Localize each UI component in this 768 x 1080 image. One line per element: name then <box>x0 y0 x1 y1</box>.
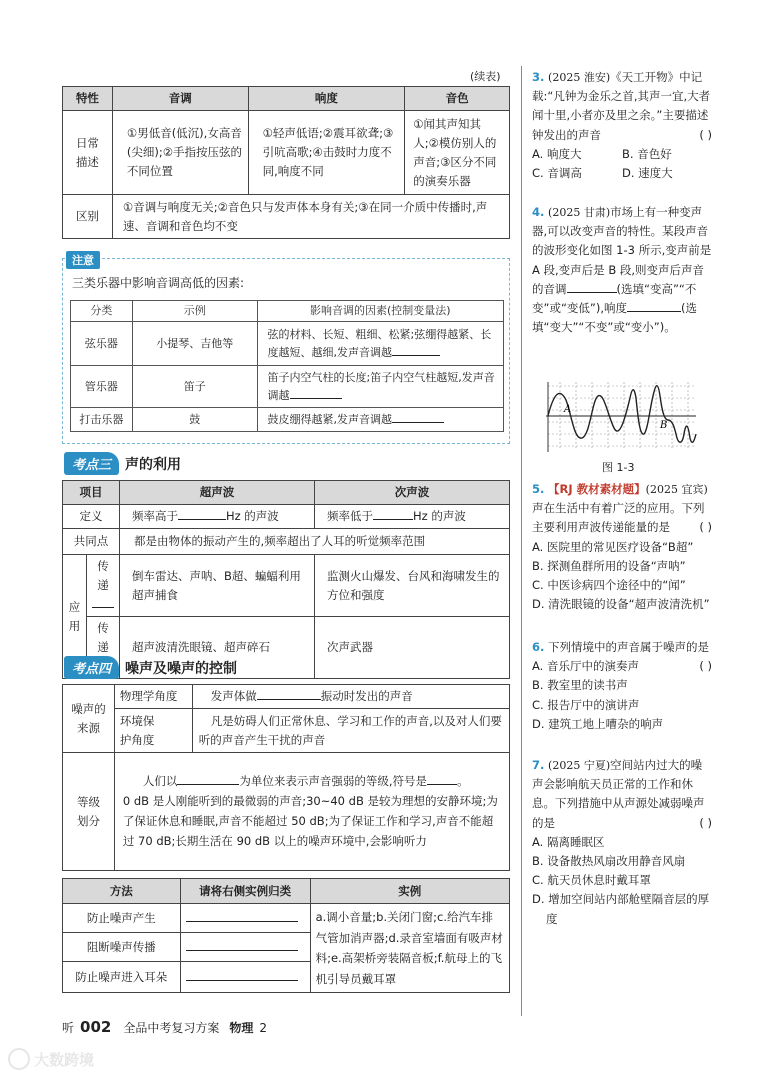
phys-label: 物理学角度 <box>114 685 192 709</box>
answer-blank[interactable] <box>290 387 342 399</box>
common-label: 共同点 <box>63 529 120 555</box>
answer-blank[interactable] <box>92 596 114 608</box>
watermark: 大数跨境 <box>8 1048 94 1070</box>
answer-blank[interactable] <box>186 969 298 981</box>
header-pitch: 音调 <box>112 87 248 111</box>
method-1: 防止噪声产生 <box>63 904 181 933</box>
def-label: 定义 <box>63 505 120 529</box>
env-label: 环境保 护角度 <box>114 709 192 753</box>
use-header-infra: 次声波 <box>315 481 510 505</box>
answer-blank[interactable] <box>186 939 298 951</box>
row-label-daily: 日常 描述 <box>63 111 113 195</box>
note-header-example: 示例 <box>132 301 257 322</box>
section3-title: 声的利用 <box>125 456 182 473</box>
sound-use-table <box>62 480 510 679</box>
def-infra: 频率低于 Hz 的声波 <box>315 505 510 529</box>
examples-text: a.调小音量;b.关闭门窗;c.给汽车排气管加消声器;d.录音室墙面有吸声材料;e.高架桥旁装隔音板;f.航母上的飞机引导员戴耳罩 <box>310 904 509 993</box>
sound-characteristics-table <box>62 86 510 239</box>
noise-table <box>62 684 510 871</box>
use-header-item: 项目 <box>63 481 120 505</box>
subject: 物理 <box>229 1021 254 1035</box>
question-5: 5. 【RJ 教材素材题】(2025 宜宾)声在生活中有着广泛的应用。下列主要利用声波传递能量的是 ( ) A. 医院里的常见医疗设备“B超” B. 探测鱼群所用的设备“声呐” C. 中医诊病四个途径中的“闻” D. 清洗眼镜的设备“超声波清洗机” <box>532 482 712 612</box>
pass-label-2: 传递 <box>86 617 119 679</box>
continued-label: (续表) <box>470 70 501 83</box>
note-example-wind: 笛子 <box>132 366 257 408</box>
level-text: 人们以 为单位来表示声音强弱的等级,符号是 。 0 dB 是人刚能听到的最微弱的声音;30~40 dB 是较为理想的安静环境;为了保证休息和睡眠,声音不能超过 50 dB;为了保证工作和学习,声音不能超过 70 dB;长期生活在 90 dB 以上的噪声环境中,会影响听力 <box>114 753 509 871</box>
note-header-factor: 影响音调的因素(控制变量法) <box>257 301 503 322</box>
common-text: 都是由物体的振动产生的,频率超出了人耳的听觉频率范围 <box>119 529 509 555</box>
answer-blank[interactable] <box>177 773 239 785</box>
classify-header: 请将右侧实例归类 <box>180 879 310 904</box>
use1-ultra: 倒车雷达、声呐、B超、蝙蝠利用超声捕食 <box>119 555 314 617</box>
phys-text: 发声体做 振动时发出的声音 <box>192 685 509 709</box>
use1-infra: 监测火山爆发、台风和海啸发生的方位和强度 <box>315 555 510 617</box>
answer-blank[interactable] <box>178 508 226 520</box>
watermark-logo-icon <box>8 1048 30 1070</box>
daily-pitch: ①男低音(低沉),女高音(尖细);②手指按压弦的不同位置 <box>112 111 248 195</box>
note-type-percussion: 打击乐器 <box>71 408 133 432</box>
method-3: 防止噪声进入耳朵 <box>63 961 181 992</box>
figure-label-a: A <box>564 404 572 415</box>
answer-blank[interactable] <box>627 300 681 312</box>
section4-tag: 考点四 <box>64 656 119 679</box>
footer-tag: 听 <box>62 1021 75 1035</box>
example-header: 实例 <box>310 879 509 904</box>
classify-2[interactable] <box>180 932 310 961</box>
difference-text: ①音调与响度无关;②音色只与发声体本身有关;③在同一介质中传播时,声速、音调和音色均不变 <box>112 195 509 239</box>
classify-1[interactable] <box>180 904 310 933</box>
note-example-percussion: 鼓 <box>132 408 257 432</box>
source-label: 噪声的 来源 <box>63 685 115 753</box>
answer-blank[interactable] <box>373 508 413 520</box>
row-label-difference: 区别 <box>63 195 113 239</box>
header-loudness: 响度 <box>248 87 405 111</box>
def-ultra: 频率高于 Hz 的声波 <box>119 505 314 529</box>
daily-loudness: ①轻声低语;②震耳欲聋;③引吭高歌;④击鼓时力度不同,响度不同 <box>248 111 405 195</box>
page-number: 002 <box>80 1018 112 1036</box>
answer-blank[interactable] <box>427 773 457 785</box>
note-type-wind: 管乐器 <box>71 366 133 408</box>
section3-tag: 考点三 <box>64 452 119 475</box>
instrument-pitch-table <box>70 300 504 432</box>
pass-label-1: 传递 <box>86 555 119 617</box>
question-3: 3. (2025 淮安)《天工开物》中记载:“凡钟为金乐之首,其声一宜,大者闻十里,小者亦及里之余。”主要描述钟发出的声音 ( ) A. 响度大 B. 音色好 C. 音调高 D. 速度大 <box>532 70 712 181</box>
method-2: 阻断噪声传播 <box>63 932 181 961</box>
header-feature: 特性 <box>63 87 113 111</box>
answer-blank[interactable] <box>567 281 617 293</box>
answer-blank[interactable] <box>186 910 298 922</box>
question-4: 4. (2025 甘肃)市场上有一种变声器,可以改变声音的特性。某段声音的波形变化如图 1-3 所示,变声前是 A 段,变声后是 B 段,则变声后声音的音调 (选填“变高”“不变”或“变低”),响度 (选填“变大”“不变”或“变小”)。 <box>532 205 712 335</box>
answer-blank[interactable] <box>257 688 321 700</box>
level-label: 等级 划分 <box>63 753 115 871</box>
note-type-string: 弦乐器 <box>71 322 133 366</box>
header-timbre: 音色 <box>405 87 510 111</box>
note-tag: 注意 <box>66 251 100 269</box>
use-header-ultra: 超声波 <box>119 481 314 505</box>
method-header: 方法 <box>63 879 181 904</box>
classify-3[interactable] <box>180 961 310 992</box>
question-6: 6. 下列情境中的声音属于噪声的是 ( ) A. 音乐厅中的演奏声 B. 教室里的读书声 C. 报告厅中的演讲声 D. 建筑工地上嘈杂的响声 <box>532 640 712 731</box>
note-intro: 三类乐器中影响音调高低的因素: <box>72 276 245 290</box>
answer-blank[interactable] <box>392 344 440 356</box>
note-example-string: 小提琴、吉他等 <box>132 322 257 366</box>
daily-timbre: ①闻其声知其人;②模仿别人的声音;③区分不同的演奏乐器 <box>405 111 510 195</box>
waveform-figure <box>540 378 698 454</box>
note-header-type: 分类 <box>71 301 133 322</box>
book-title: 全品中考复习方案 <box>123 1021 220 1035</box>
section3-heading <box>64 452 181 475</box>
note-factor-wind: 笛子内空气柱的长度;笛子内空气柱越短,发声音调越 <box>257 366 503 408</box>
column-divider <box>521 66 522 1016</box>
section4-title: 噪声及噪声的控制 <box>125 660 238 677</box>
note-factor-string: 弦的材料、长短、粗细、松紧;弦绷得越紧、长度越短、越细,发声音调越 <box>257 322 503 366</box>
volume-number: 2 <box>259 1021 267 1035</box>
env-text: 凡是妨碍人们正常休息、学习和工作的声音,以及对人们要听的声音产生干扰的声音 <box>192 709 509 753</box>
use2-ultra: 超声波清洗眼镜、超声碎石 <box>119 617 314 679</box>
question-7: 7. (2025 宁夏)空间站内过大的噪声会影响航天员正常的工作和休息。下列措施中从声源处减弱噪声的是 ( ) A. 隔离睡眠区 B. 设备散热风扇改用静音风扇 C. 航天员休息时戴耳罩 D. 增加空间站内部舱壁隔音层的厚度 <box>532 758 712 926</box>
use2-infra: 次声武器 <box>315 617 510 679</box>
note-factor-percussion: 鼓皮绷得越紧,发声音调越 <box>257 408 503 432</box>
answer-blank[interactable] <box>392 411 444 423</box>
use-label: 应 用 <box>63 555 87 679</box>
figure-label-b: B <box>660 420 668 431</box>
page-footer <box>62 1018 267 1036</box>
section4-heading <box>64 656 237 679</box>
figure-caption: 图 1-3 <box>602 461 635 474</box>
noise-control-table <box>62 878 510 993</box>
